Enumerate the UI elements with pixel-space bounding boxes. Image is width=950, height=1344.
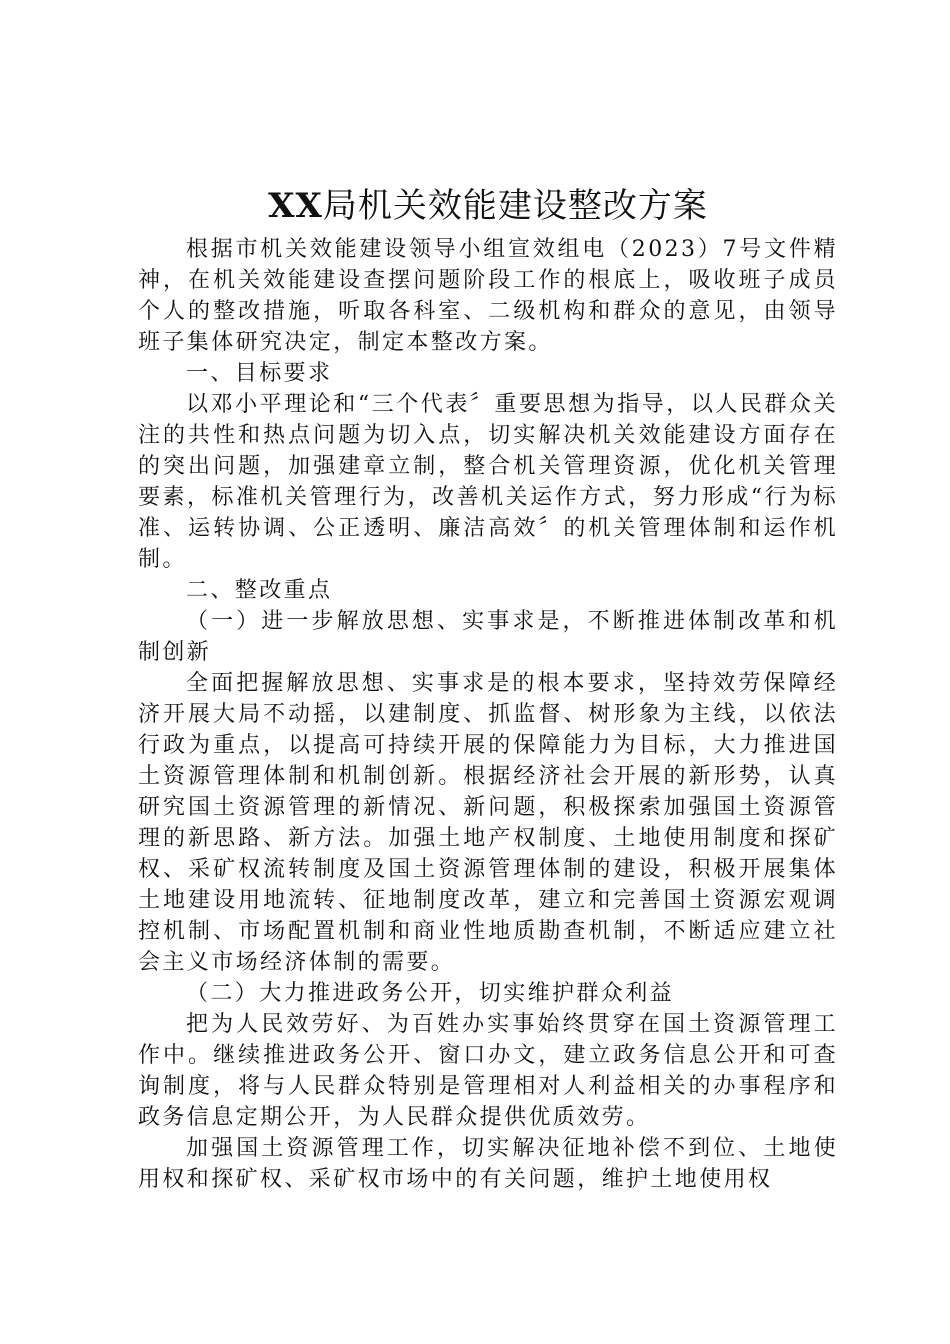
document-title bbox=[138, 182, 838, 230]
title-text: 局机关效能建设整改方案 bbox=[322, 186, 708, 226]
section-heading-goals: 一、目标要求 bbox=[186, 361, 333, 386]
title-prefix: XX bbox=[268, 186, 323, 226]
subheading-1: （一）进一步解放思想、实事求是，不断推进体制改革和机制创新 bbox=[138, 609, 838, 665]
focus-paragraph-2: 把为人民效劳好、为百姓办实事始终贯穿在国土资源管理工作中。继续推进政务公开、窗口办文，建立政务信息公开和可查询制度，将与人民群众特别是管理相对人利益相关的办事程序和政务信息定期公开，为人民群众提供优质效劳。 bbox=[138, 1012, 838, 1130]
section-heading-focus: 二、整改重点 bbox=[186, 578, 333, 603]
document-page bbox=[138, 182, 838, 1195]
focus-paragraph-3: 加强国土资源管理工作，切实解决征地补偿不到位、土地使用权和探矿权、采矿权市场中的有关问题，维护土地使用权 bbox=[138, 1136, 838, 1192]
subheading-2: （二）大力推进政务公开，切实维护群众利益 bbox=[186, 981, 675, 1006]
goals-paragraph: 以邓小平理论和“三个代表〞重要思想为指导，以人民群众关注的共性和热点问题为切入点，切实解决机关效能建设方面存在的突出问题，加强建章立制，整合机关管理资源，优化机关管理要素，标准机关管理行为，改善机关运作方式，努力形成“行为标准、运转协调、公正透明、廉洁高效〞的机关管理体制和运作机制。 bbox=[138, 392, 838, 572]
focus-paragraph-1: 全面把握解放思想、实事求是的根本要求，坚持效劳保障经济开展大局不动摇，以建制度、抓监督、树形象为主线，以依法行政为重点，以提高可持续开展的保障能力为目标，大力推进国土资源管理体制和机制创新。根据经济社会开展的新形势，认真研究国土资源管理的新情况、新问题，积极探索加强国土资源管理的新思路、新方法。加强土地产权制度、土地使用制度和探矿权、采矿权流转制度及国土资源管理体制的建设，积极开展集体土地建设用地流转、征地制度改革，建立和完善国土资源宏观调控机制、市场配置机制和商业性地质勘查机制，不断适应建立社会主义市场经济体制的需要。 bbox=[138, 671, 838, 975]
intro-paragraph: 根据市机关效能建设领导小组宣效组电（2023）7号文件精神，在机关效能建设查摆问题阶段工作的根底上，吸收班子成员个人的整改措施，听取各科室、二级机构和群众的意见，由领导班子集体研究决定，制定本整改方案。 bbox=[138, 237, 838, 355]
